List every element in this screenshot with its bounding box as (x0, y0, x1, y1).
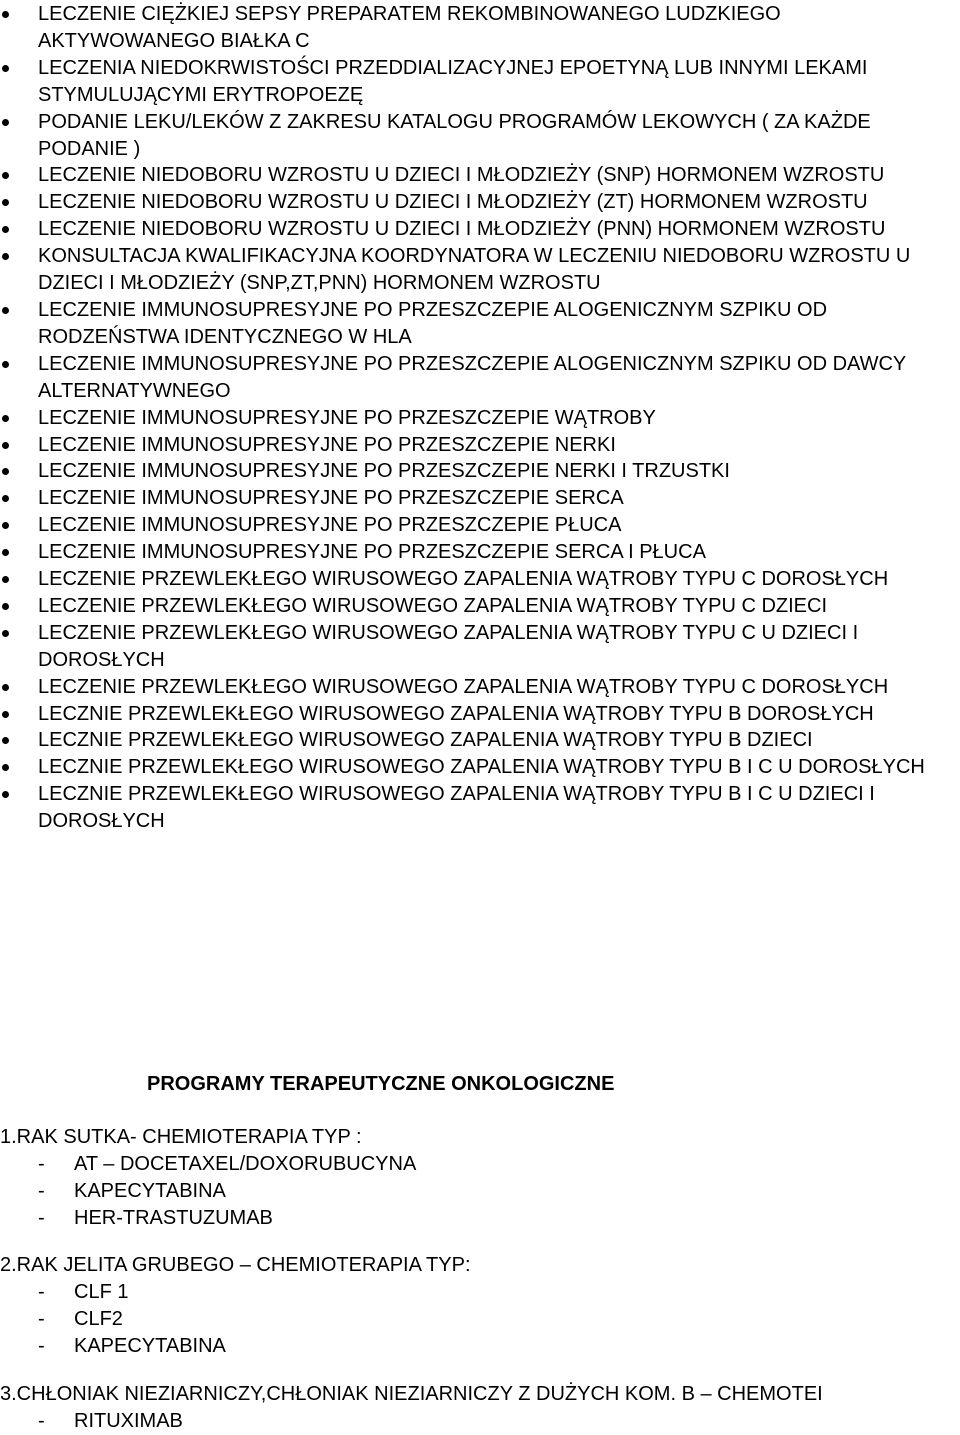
list-item-label: HER-TRASTUZUMAB (74, 1206, 273, 1229)
list-item-label: KAPECYTABINA (74, 1179, 226, 1202)
dash-marker: - (38, 1206, 45, 1229)
dash-marker: - (38, 1179, 45, 1202)
list-item: LECZENIE NIEDOBORU WZROSTU U DZIECI I MŁODZIEŻY (ZT) HORMONEM WZROSTU (0, 189, 960, 216)
list-item (0, 1279, 471, 1306)
oncology-programs-heading: PROGRAMY TERAPEUTYCZNE ONKOLOGICZNE (147, 1073, 615, 1095)
list-item-label: CLF2 (74, 1307, 123, 1330)
list-item: LECZENIE PRZEWLEKŁEGO WIRUSOWEGO ZAPALENIA WĄTROBY TYPU C DOROSŁYCH (0, 674, 960, 701)
list-item-label: KAPECYTABINA (74, 1334, 226, 1357)
list-item-label: AT – DOCETAXEL/DOXORUBUCYNA (74, 1152, 417, 1175)
list-item: KONSULTACJA KWALIFIKACYJNA KOORDYNATORA W LECZENIU NIEDOBORU WZROSTU U DZIECI I MŁODZIEŻY (SNP,ZT,PNN) HORMONEM WZROSTU (0, 243, 960, 297)
list-item: LECZENIE IMMUNOSUPRESYJNE PO PRZESZCZEPIE SERCA (0, 485, 960, 512)
section-lymphoma (0, 1381, 823, 1435)
list-item: LECZENIE PRZEWLEKŁEGO WIRUSOWEGO ZAPALENIA WĄTROBY TYPU C DZIECI (0, 593, 960, 620)
treatment-program-list (0, 1, 960, 835)
dash-marker: - (38, 1152, 45, 1175)
list-item: LECZENIE IMMUNOSUPRESYJNE PO PRZESZCZEPIE ALOGENICZNYM SZPIKU OD DAWCY ALTERNATYWNEGO (0, 351, 960, 405)
list-item: LECZNIE PRZEWLEKŁEGO WIRUSOWEGO ZAPALENIA WĄTROBY TYPU B DOROSŁYCH (0, 701, 960, 728)
list-item: LECZENIE PRZEWLEKŁEGO WIRUSOWEGO ZAPALENIA WĄTROBY TYPU C DOROSŁYCH (0, 566, 960, 593)
section-title: 2.RAK JELITA GRUBEGO – CHEMIOTERAPIA TYP: (0, 1254, 471, 1276)
list-item: LECZNIE PRZEWLEKŁEGO WIRUSOWEGO ZAPALENIA WĄTROBY TYPU B DZIECI (0, 727, 960, 754)
list-item: LECZENIE IMMUNOSUPRESYJNE PO PRZESZCZEPIE NERKI I TRZUSTKI (0, 458, 960, 485)
section-title: 1.RAK SUTKA- CHEMIOTERAPIA TYP : (0, 1126, 362, 1148)
list-item (0, 1306, 471, 1333)
list-item: LECZENIE IMMUNOSUPRESYJNE PO PRZESZCZEPIE NERKI (0, 432, 960, 459)
list-item: LECZENIE IMMUNOSUPRESYJNE PO PRZESZCZEPIE WĄTROBY (0, 405, 960, 432)
list-item: LECZENIE IMMUNOSUPRESYJNE PO PRZESZCZEPIE ALOGENICZNYM SZPIKU OD RODZEŃSTWA IDENTYCZNEGO W HLA (0, 297, 960, 351)
list-item: LECZENIE NIEDOBORU WZROSTU U DZIECI I MŁODZIEŻY (PNN) HORMONEM WZROSTU (0, 216, 960, 243)
list-item: LECZENIE PRZEWLEKŁEGO WIRUSOWEGO ZAPALENIA WĄTROBY TYPU C U DZIECI I DOROSŁYCH (0, 620, 960, 674)
list-item: LECZENIE IMMUNOSUPRESYJNE PO PRZESZCZEPIE SERCA I PŁUCA (0, 539, 960, 566)
dash-marker: - (38, 1307, 45, 1330)
list-item: LECZNIE PRZEWLEKŁEGO WIRUSOWEGO ZAPALENIA WĄTROBY TYPU B I C U DOROSŁYCH (0, 754, 960, 781)
list-item (0, 1178, 416, 1205)
section-breast-cancer (0, 1124, 416, 1232)
list-item: LECZENIE IMMUNOSUPRESYJNE PO PRZESZCZEPIE PŁUCA (0, 512, 960, 539)
list-item-label: CLF 1 (74, 1280, 129, 1303)
list-item (0, 1205, 416, 1232)
dash-marker: - (38, 1409, 45, 1432)
section-title: 3.CHŁONIAK NIEZIARNICZY,CHŁONIAK NIEZIARNICZY Z DUŻYCH KOM. B – CHEMOTEI (0, 1383, 823, 1405)
list-item: LECZENIE CIĘŻKIEJ SEPSY PREPARATEM REKOMBINOWANEGO LUDZKIEGO AKTYWOWANEGO BIAŁKA C (0, 1, 960, 55)
list-item: LECZENIE NIEDOBORU WZROSTU U DZIECI I MŁODZIEŻY (SNP) HORMONEM WZROSTU (0, 162, 960, 189)
list-item: PODANIE LEKU/LEKÓW Z ZAKRESU KATALOGU PROGRAMÓW LEKOWYCH ( ZA KAŻDE PODANIE ) (0, 109, 960, 163)
dash-marker: - (38, 1334, 45, 1357)
list-item (0, 1408, 823, 1435)
list-item (0, 1333, 471, 1360)
list-item-label: RITUXIMAB (74, 1409, 183, 1432)
list-item: LECZENIA NIEDOKRWISTOŚCI PRZEDDIALIZACYJNEJ EPOETYNĄ LUB INNYMI LEKAMI STYMULUJĄCYMI ERYTROPOEZĘ (0, 55, 960, 109)
dash-marker: - (38, 1280, 45, 1303)
section-colon-cancer (0, 1252, 471, 1360)
list-item: LECZNIE PRZEWLEKŁEGO WIRUSOWEGO ZAPALENIA WĄTROBY TYPU B I C U DZIECI I DOROSŁYCH (0, 781, 960, 835)
list-item (0, 1151, 416, 1178)
